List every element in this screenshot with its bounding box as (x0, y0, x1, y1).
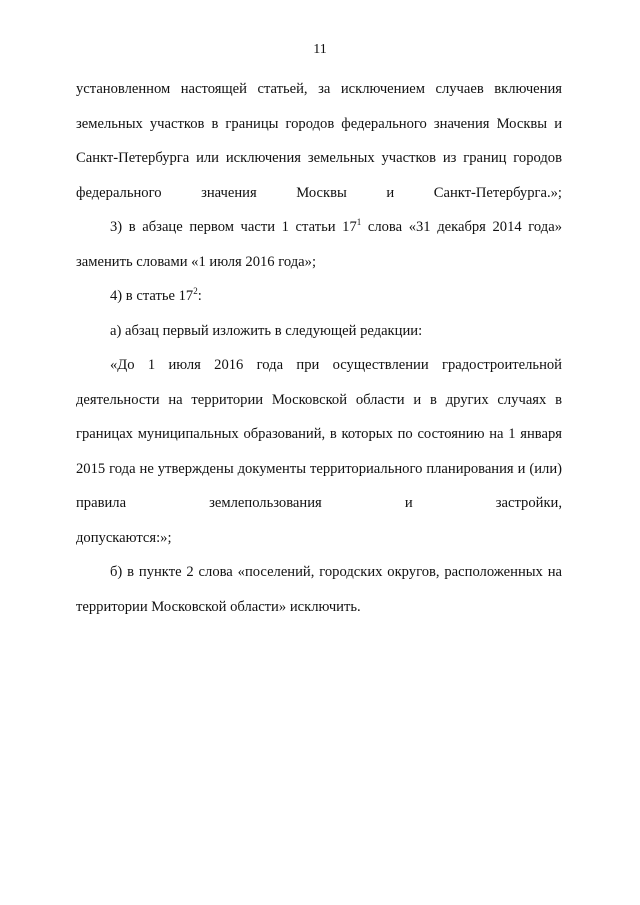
paragraph-item-4 (76, 279, 562, 314)
page-number: 11 (313, 42, 327, 57)
paragraph-item-3 (76, 210, 562, 279)
paragraph-quoted-text: «До 1 июля 2016 года при осуществлении градостроительной деятельности на территории Московской области и в других случаях в границах муниципальных образований, в которых по состоянию на 1 января 2015 года не утверждены документы территориального планирования и (или) правила землепользования и застройки, (76, 357, 562, 511)
paragraph-item-3-text-end: слова «31 декабря 2014 года» заменить словами «1 июля 2016 года»; (76, 219, 563, 270)
paragraph-item-4-text-start: 4) в статье 17 (110, 288, 194, 304)
paragraph-item-3-superscript: 1 (356, 217, 362, 228)
paragraph-subitem-b: б) в пункте 2 слова «поселений, городских округов, расположенных на территории Московской области» исключить. (76, 564, 562, 615)
paragraph-quoted-text-tail: допускаются:»; (76, 529, 172, 546)
paragraph-item-4-superscript: 2 (193, 286, 198, 297)
paragraph-subitem-a: а) абзац первый изложить в следующей редакции: (110, 322, 423, 339)
document-body (76, 72, 562, 624)
paragraph-item-3-text-start: 3) в абзаце первом части 1 статьи 17 (110, 219, 357, 235)
paragraph-item-4-text-end: : (197, 288, 202, 304)
paragraph-continuation: установленном настоящей статьей, за исключением случаев включения земельных участков в границы городов федерального значения Москвы и Санкт-Петербурга или исключения земельных участков из границ городов федерального значения Москвы и Санкт-Петербурга.»; (76, 81, 562, 201)
